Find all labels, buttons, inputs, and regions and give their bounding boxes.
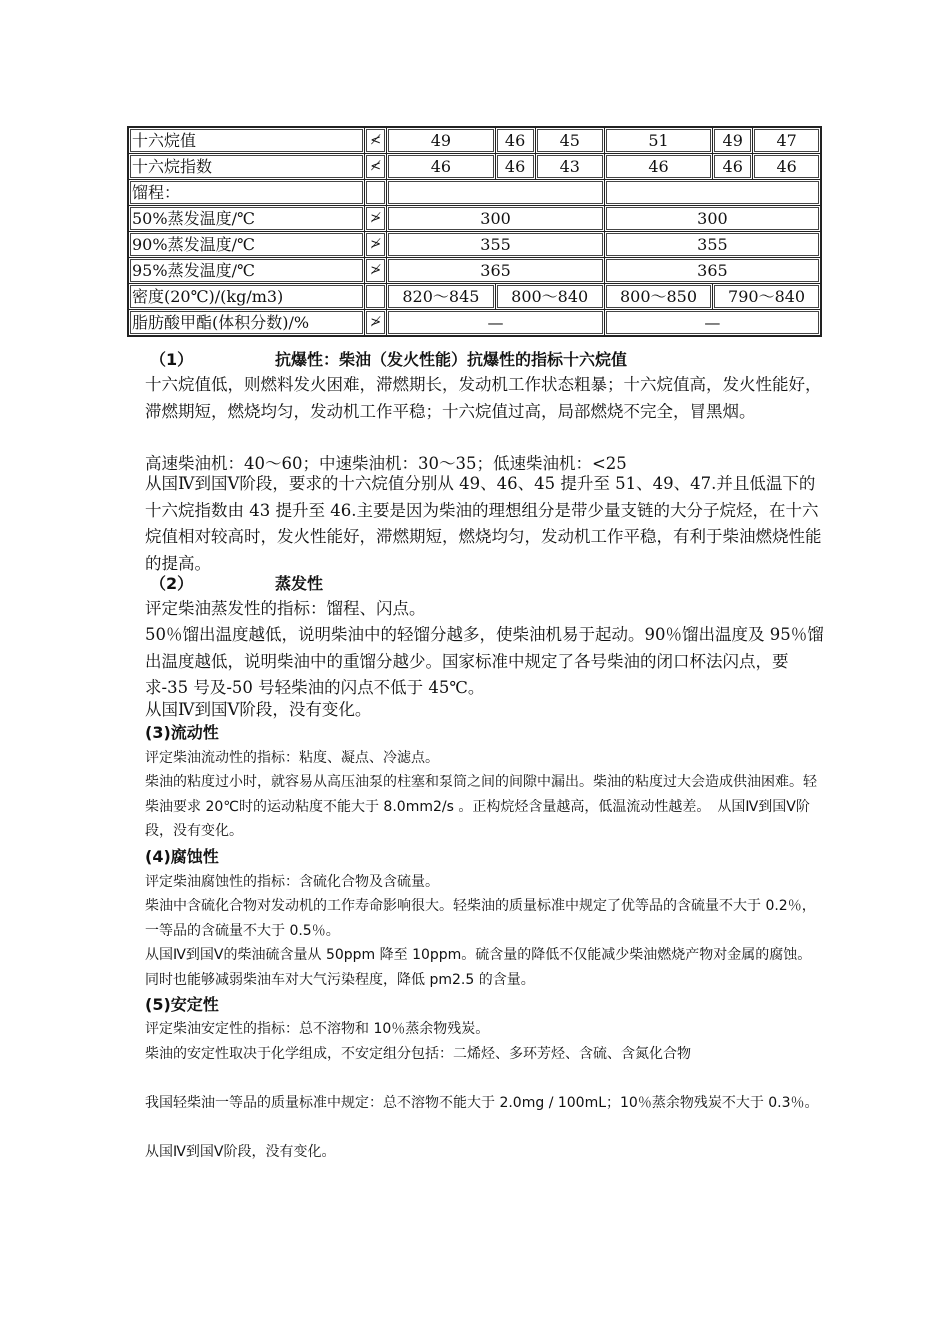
table-cell: 365 [604, 258, 821, 284]
paragraph: 从国Ⅳ到国Ⅴ阶段，要求的十六烷值分别从 49、46、45 提升至 51、49、47.并且低温下的十六烷指数由 43 提升至 46.主要是因为柴油的理想组分是带少量支链的大分子烷烃，在十六烷值相对较高时，发火性能好，滞燃期短，燃烧均匀，发动机工作平稳，有利于柴油燃烧性能的提高。 [145, 474, 822, 573]
table-cell: 45 [535, 127, 604, 154]
table-row [128, 232, 821, 258]
table-cell: 46 [495, 127, 535, 154]
table-cell: 46 [604, 154, 712, 180]
spec-table [127, 126, 822, 337]
table-cell: 46 [753, 154, 821, 180]
paragraph: 柴油的安定性取决于化学组成，不安定组分包括：二烯烃、多环芳烃、含硫、含氮化合物 [145, 1046, 691, 1062]
section-number: （2） [150, 574, 194, 593]
section-number: （1） [150, 350, 194, 369]
limit-symbol: ≯ [365, 310, 387, 337]
paragraph: 评定柴油腐蚀性的指标：含硫化合物及含硫量。 [145, 874, 439, 890]
table-row [128, 206, 821, 232]
limit-symbol [365, 180, 387, 206]
table-cell: 800～850 [604, 284, 712, 310]
paragraph: 我国轻柴油一等品的质量标准中规定：总不溶物不能大于 2.0mg / 100mL；10％蒸余物残炭不大于 0.3％。 [145, 1095, 819, 1111]
row-label: 馏程： [128, 180, 365, 206]
row-label: 十六烷指数 [128, 154, 365, 180]
table-cell: 800～840 [495, 284, 604, 310]
table-cell: 46 [713, 154, 753, 180]
table-cell: 43 [535, 154, 604, 180]
row-label: 脂肪酸甲酯(体积分数)/% [128, 310, 365, 337]
paragraph: 从国Ⅳ到国Ⅴ阶段，没有变化。 [145, 1144, 336, 1160]
row-label: 50%蒸发温度/℃ [128, 206, 365, 232]
section-title: 蒸发性 [275, 574, 324, 593]
table-cell: — [604, 310, 821, 337]
table-cell: 365 [387, 258, 605, 284]
table-cell: 790～840 [713, 284, 821, 310]
table-row [128, 310, 821, 337]
limit-symbol: ≮ [365, 154, 387, 180]
paragraph: 从国Ⅳ到国Ⅴ阶段，没有变化。 [145, 700, 372, 719]
paragraph: 50％馏出温度越低，说明柴油中的轻馏分越多，使柴油机易于起动。90％馏出温度及 95％馏出温度越低，说明柴油中的重馏分越少。国家标准中规定了各号柴油的闭口杯法闪点，要求-35 号及-50 号轻柴油的闪点不低于 45℃。 [145, 625, 824, 697]
table-cell: 46 [495, 154, 535, 180]
table-cell: 49 [387, 127, 495, 154]
table-cell [387, 180, 605, 206]
table-row [128, 127, 821, 154]
table-cell: 47 [753, 127, 821, 154]
paragraph: 柴油的粘度过小时，就容易从高压油泵的柱塞和泵筒之间的间隙中漏出。柴油的粘度过大会造成供油困难。轻柴油要求 20℃时的运动粘度不能大于 8.0mm2/s 。正构烷烃含量越高，低温流动性越差。 从国Ⅳ到国Ⅴ阶段，没有变化。 [145, 774, 817, 839]
table-row [128, 284, 821, 310]
table-cell: 355 [387, 232, 605, 258]
table-cell: 300 [387, 206, 605, 232]
row-label: 十六烷值 [128, 127, 365, 154]
section-title: 抗爆性：柴油（发火性能）抗爆性的指标十六烷值 [275, 350, 628, 369]
table-cell [604, 180, 821, 206]
section-2-heading [150, 571, 830, 597]
section-5-heading: (5)安定性 [145, 995, 219, 1014]
paragraph: 从国Ⅳ到国Ⅴ的柴油硫含量从 50ppm 降至 10ppm。硫含量的降低不仅能减少柴油燃烧产物对金属的腐蚀。同时也能够减弱柴油车对大气污染程度，降低 pm2.5 的含量。 [145, 947, 812, 988]
section-4-heading: (4)腐蚀性 [145, 847, 219, 866]
paragraph: 十六烷值低，则燃料发火困难，滞燃期长，发动机工作状态粗暴；十六烷值高，发火性能好，滞燃期短，燃烧均匀，发动机工作平稳；十六烷值过高，局部燃烧不完全，冒黑烟。 [145, 375, 822, 421]
table-cell: 49 [713, 127, 753, 154]
row-label: 90%蒸发温度/℃ [128, 232, 365, 258]
paragraph: 评定柴油流动性的指标：粘度、凝点、冷滤点。 [145, 750, 439, 766]
paragraph: 高速柴油机：40～60；中速柴油机：30～35；低速柴油机：<25 [145, 454, 627, 473]
table-cell: 355 [604, 232, 821, 258]
table-cell: 300 [604, 206, 821, 232]
section-3-heading: (3)流动性 [145, 723, 219, 742]
table-cell: — [387, 310, 605, 337]
table-row [128, 180, 821, 206]
table-row [128, 258, 821, 284]
table-cell: 46 [387, 154, 495, 180]
limit-symbol: ≯ [365, 206, 387, 232]
paragraph: 柴油中含硫化合物对发动机的工作寿命影响很大。轻柴油的质量标准中规定了优等品的含硫量不大于 0.2％，一等品的含硫量不大于 0.5％。 [145, 898, 816, 939]
limit-symbol: ≯ [365, 258, 387, 284]
section-1-heading [150, 347, 830, 373]
limit-symbol [365, 284, 387, 310]
paragraph: 评定柴油蒸发性的指标：馏程、闪点。 [145, 599, 426, 618]
row-label: 密度(20℃)/(kg/m3) [128, 284, 365, 310]
table-row [128, 154, 821, 180]
row-label: 95%蒸发温度/℃ [128, 258, 365, 284]
table-cell: 51 [604, 127, 712, 154]
limit-symbol: ≮ [365, 127, 387, 154]
paragraph: 评定柴油安定性的指标：总不溶物和 10％蒸余物残炭。 [145, 1021, 490, 1037]
limit-symbol: ≯ [365, 232, 387, 258]
table-cell: 820～845 [387, 284, 495, 310]
